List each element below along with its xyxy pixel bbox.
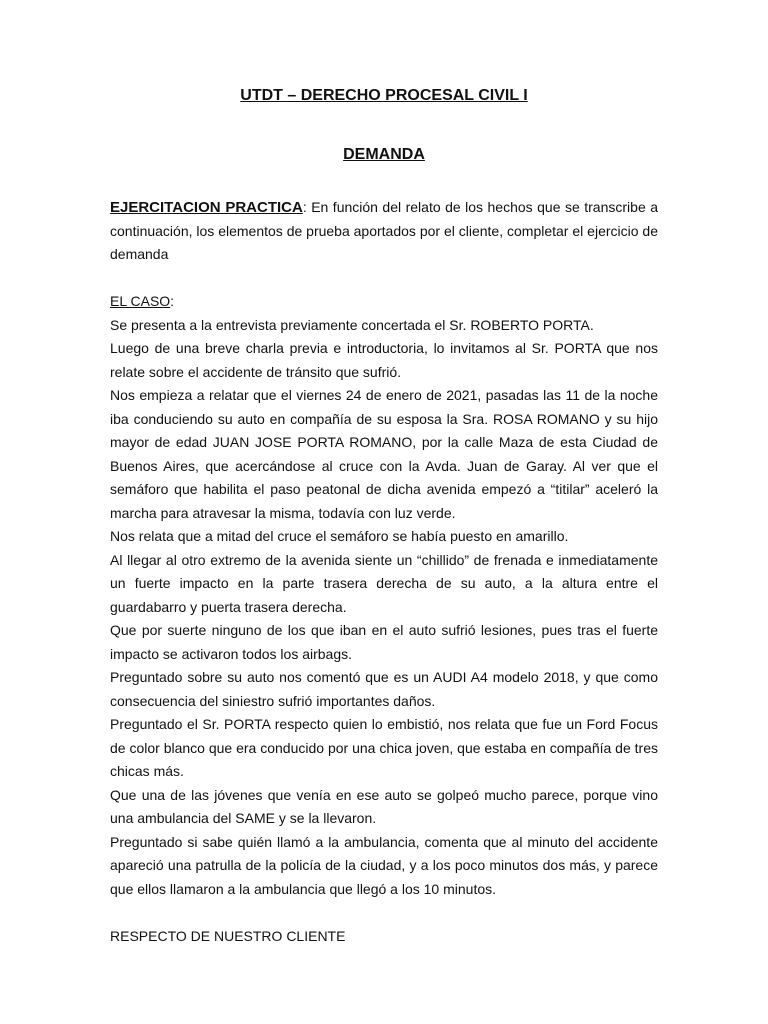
caso-paragraph: Nos relata que a mitad del cruce el semáforo se había puesto en amarillo. bbox=[110, 528, 569, 544]
caso-heading-line bbox=[110, 290, 658, 314]
spacer bbox=[110, 901, 658, 925]
section-heading: RESPECTO DE NUESTRO CLIENTE bbox=[110, 927, 346, 944]
intro-text: En función del relato de los hechos que se transcribe a continuación, los elementos de prueba aportados por el cliente, completar el ejercicio de demanda bbox=[110, 199, 658, 262]
caso-paragraph: Nos empieza a relatar que el viernes 24 de enero de 2021, pasadas las 11 de la noche iba conduciendo su auto en compañía de su esposa la Sra. ROSA ROMANO y su hijo mayor de edad JUAN JOSE PORTA ROMANO, por la calle Maza de esta Ciudad de Buenos Aires, que acercándose al cruce con la Avda. Juan de Garay. Al ver que el semáforo que habilita el paso peatonal de dicha avenida empezó a “titilar” aceleró la marcha para atravesar la misma, todavía con luz verde. bbox=[110, 387, 658, 521]
caso-paragraph: Al llegar al otro extremo de la avenida siente un “chillido” de frenada e inmediatamente un fuerte impacto en la parte trasera derecha de su auto, a la altura entre el guardabarro y puerta trasera derecha. bbox=[110, 551, 658, 615]
page-title: UTDT – DERECHO PROCESAL CIVIL I bbox=[240, 87, 528, 104]
intro-label: EJERCITACION PRACTICA bbox=[110, 199, 303, 216]
intro-colon: : bbox=[302, 199, 307, 215]
caso-paragraph: Luego de una breve charla previa e introductoria, lo invitamos al Sr. PORTA que nos relate sobre el accidente de tránsito que sufrió. bbox=[110, 340, 658, 380]
caso-heading: EL CASO bbox=[110, 293, 171, 309]
caso-paragraph: Preguntado el Sr. PORTA respecto quien lo embistió, nos relata que fue un Ford Focus de color blanco que era conducido por una chica joven, que estaba en compañía de tres chicas más. bbox=[110, 716, 658, 779]
intro-paragraph bbox=[110, 196, 658, 267]
document-body bbox=[110, 196, 658, 948]
caso-heading-colon: : bbox=[170, 293, 175, 309]
page-subtitle: DEMANDA bbox=[343, 146, 425, 163]
spacer bbox=[110, 267, 658, 291]
caso-paragraph: Preguntado sobre su auto nos comentó que es un AUDI A4 modelo 2018, y que como consecuencia del siniestro sufrió importantes daños. bbox=[110, 669, 658, 709]
caso-paragraph: Preguntado si sabe quién llamó a la ambulancia, comenta que al minuto del accidente apareció una patrulla de la policía de la ciudad, y a los poco minutos dos más, y parece que ellos llamaron a la ambulancia que llegó a los 10 minutos. bbox=[110, 833, 658, 897]
caso-paragraph: Que una de las jóvenes que venía en ese auto se golpeó mucho parece, porque vino una ambulancia del SAME y se la llevaron. bbox=[110, 786, 658, 826]
caso-paragraph: Que por suerte ninguno de los que iban en el auto sufrió lesiones, pues tras el fuerte impacto se activaron todos los airbags. bbox=[110, 622, 658, 662]
caso-paragraph: Se presenta a la entrevista previamente concertada el Sr. ROBERTO PORTA. bbox=[110, 316, 594, 333]
